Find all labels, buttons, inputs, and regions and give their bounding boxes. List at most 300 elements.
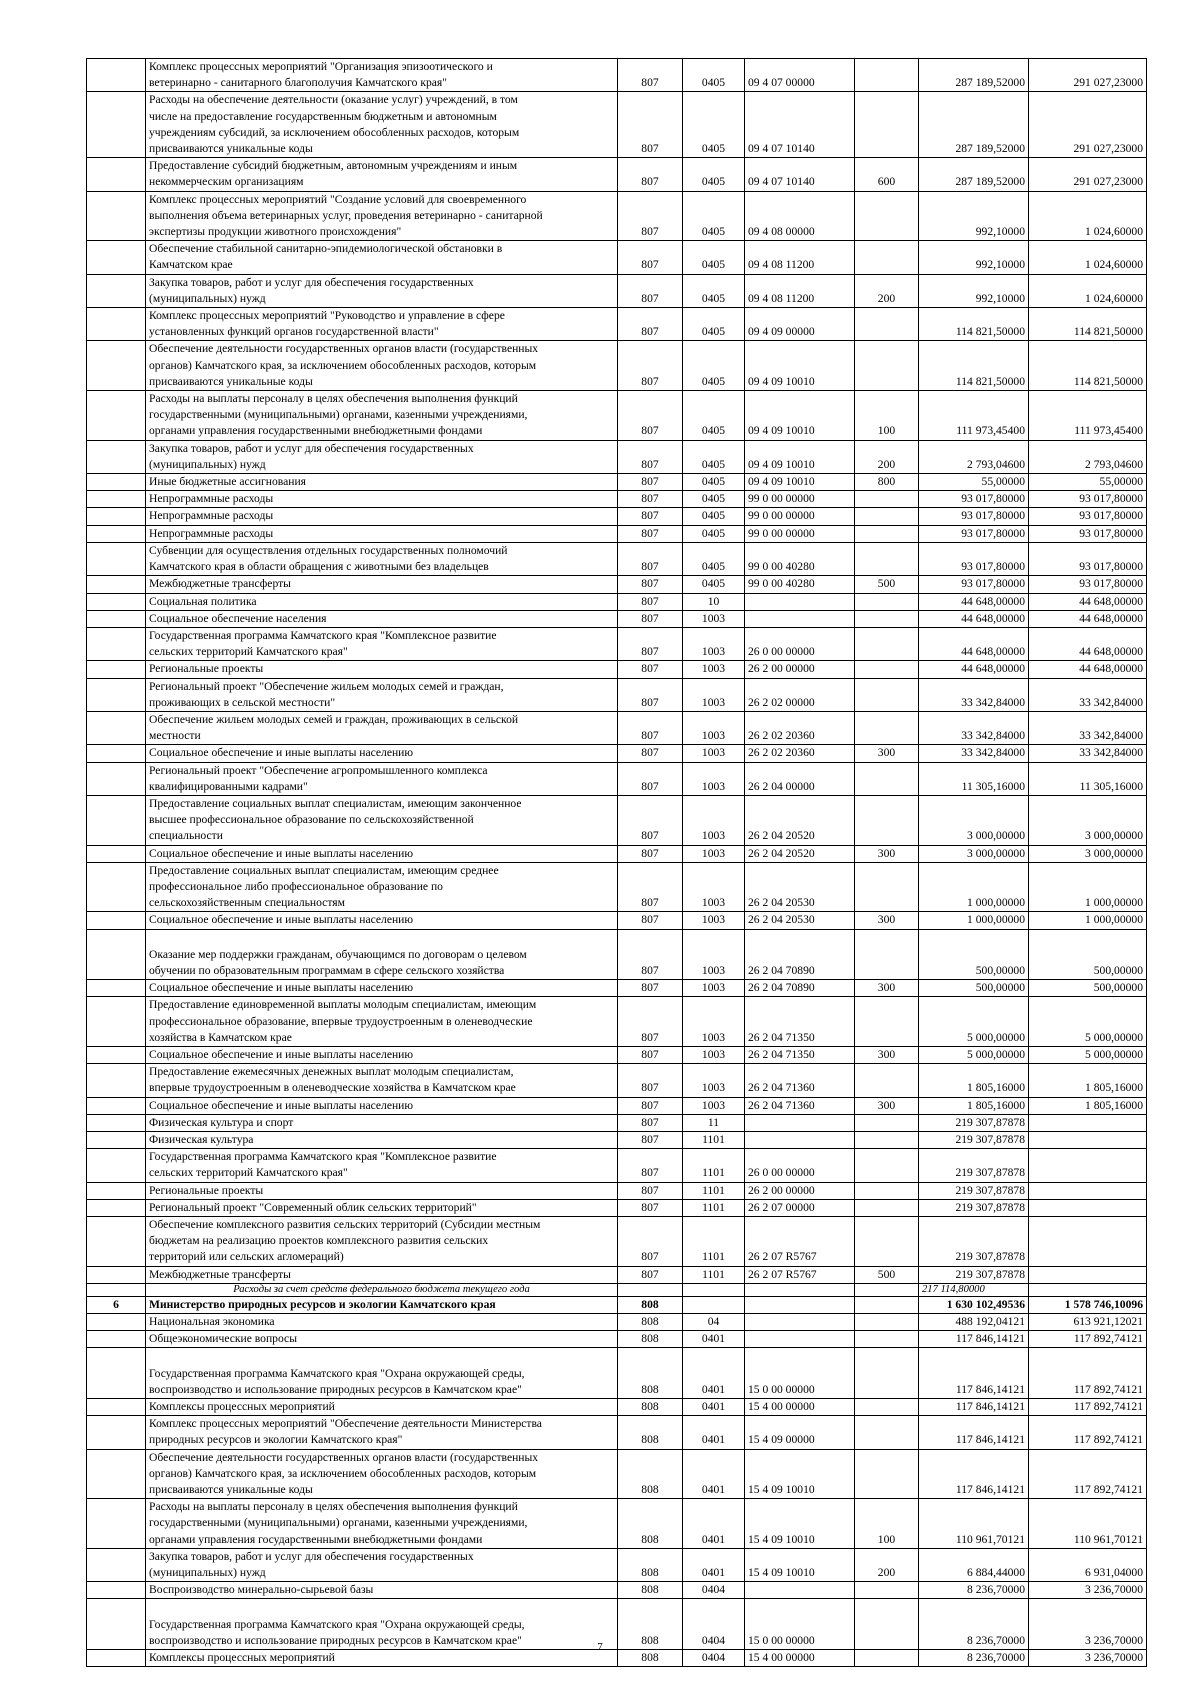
chapter-code: 807 — [618, 508, 683, 525]
expense-kind-code — [855, 1314, 919, 1331]
section-code: 0405 — [683, 542, 745, 575]
amount-year-1: 3 000,00000 — [919, 845, 1029, 862]
target-article-code: 26 2 04 70890 — [745, 929, 855, 980]
table-row — [87, 1266, 1147, 1283]
amount-year-2: 117 892,74121 — [1029, 1416, 1147, 1449]
row-number — [87, 862, 146, 912]
amount-year-2: 5 000,00000 — [1029, 1046, 1147, 1063]
expense-kind-code — [855, 929, 919, 980]
section-code: 10 — [683, 593, 745, 610]
target-article-code: 09 4 09 10010 — [745, 440, 855, 473]
amount-year-1: 93 017,80000 — [919, 508, 1029, 525]
expense-kind-code — [855, 308, 919, 341]
chapter-code: 807 — [618, 1131, 683, 1148]
amount-year-2: 3 000,00000 — [1029, 795, 1147, 845]
section-code: 0401 — [683, 1548, 745, 1581]
row-number — [87, 912, 146, 929]
target-article-code: 26 2 04 20530 — [745, 862, 855, 912]
chapter-code: 807 — [618, 711, 683, 744]
target-article-code: 26 2 04 00000 — [745, 762, 855, 795]
amount-year-1: 6 884,44000 — [919, 1548, 1029, 1581]
section-code: 0405 — [683, 491, 745, 508]
amount-year-1: 1 000,00000 — [919, 912, 1029, 929]
target-article-code: 26 0 00 00000 — [745, 627, 855, 660]
amount-year-2: 93 017,80000 — [1029, 508, 1147, 525]
row-number — [87, 1449, 146, 1499]
expense-kind-code — [855, 241, 919, 274]
section-code: 1003 — [683, 862, 745, 912]
amount-year-1: 1 805,16000 — [919, 1097, 1029, 1114]
section-code: 1101 — [683, 1266, 745, 1283]
expense-kind-code — [855, 1114, 919, 1131]
section-code: 0405 — [683, 92, 745, 158]
table-row — [87, 1582, 1147, 1599]
row-number — [87, 610, 146, 627]
table-row — [87, 1283, 1147, 1296]
expense-name: Непрограммные расходы — [146, 525, 618, 542]
chapter-code: 807 — [618, 845, 683, 862]
expense-name: Предоставление субсидий бюджетным, автономным учреждениям и иным некоммерческим организациям — [146, 158, 618, 191]
amount-year-2: 500,00000 — [1029, 980, 1147, 997]
expense-kind-code — [855, 1449, 919, 1499]
target-article-code — [745, 593, 855, 610]
expense-kind-code — [855, 1348, 919, 1399]
row-number — [87, 1348, 146, 1399]
target-article-code: 26 2 04 71360 — [745, 1064, 855, 1097]
amount-year-2: 93 017,80000 — [1029, 525, 1147, 542]
row-number — [87, 474, 146, 491]
table-row — [87, 1182, 1147, 1199]
amount-year-1: 287 189,52000 — [919, 92, 1029, 158]
chapter-code: 808 — [618, 1582, 683, 1599]
amount-year-2: 114 821,50000 — [1029, 341, 1147, 391]
target-article-code: 09 4 08 11200 — [745, 241, 855, 274]
row-number — [87, 391, 146, 441]
chapter-code: 808 — [618, 1599, 683, 1650]
section-code: 0401 — [683, 1449, 745, 1499]
expense-name: Социальное обеспечение и иные выплаты населению — [146, 845, 618, 862]
chapter-code: 807 — [618, 525, 683, 542]
amount-year-1: 117 846,14121 — [919, 1348, 1029, 1399]
row-number — [87, 1499, 146, 1549]
row-number — [87, 576, 146, 593]
row-number — [87, 1416, 146, 1449]
table-row — [87, 1331, 1147, 1348]
target-article-code: 26 2 04 70890 — [745, 980, 855, 997]
section-code: 0405 — [683, 274, 745, 307]
target-article-code: 26 2 04 71360 — [745, 1097, 855, 1114]
row-number — [87, 525, 146, 542]
amount-year-1: 287 189,52000 — [919, 59, 1029, 92]
amount-year-2: 3 000,00000 — [1029, 845, 1147, 862]
amount-year-2 — [1029, 1217, 1147, 1267]
expense-kind-code — [855, 1416, 919, 1449]
row-number — [87, 1266, 146, 1283]
expense-kind-code — [855, 593, 919, 610]
amount-year-1: 93 017,80000 — [919, 576, 1029, 593]
amount-year-1: 5 000,00000 — [919, 997, 1029, 1047]
target-article-code: 99 0 00 00000 — [745, 491, 855, 508]
table-row — [87, 912, 1147, 929]
row-number — [87, 1199, 146, 1216]
amount-year-2 — [1029, 1131, 1147, 1148]
table-row — [87, 711, 1147, 744]
section-code: 0401 — [683, 1416, 745, 1449]
chapter-code: 807 — [618, 1217, 683, 1267]
section-code: 1003 — [683, 912, 745, 929]
target-article-code: 15 4 09 00000 — [745, 1416, 855, 1449]
row-number — [87, 762, 146, 795]
amount-year-1: 992,10000 — [919, 241, 1029, 274]
table-row — [87, 610, 1147, 627]
amount-year-2 — [1029, 1114, 1147, 1131]
expense-kind-code — [855, 795, 919, 845]
section-code: 0405 — [683, 158, 745, 191]
row-number — [87, 1283, 146, 1296]
expense-name: Государственная программа Камчатского края "Комплексное развитие сельских территорий Камчатского края" — [146, 627, 618, 660]
table-row — [87, 593, 1147, 610]
amount-year-2: 117 892,74121 — [1029, 1399, 1147, 1416]
section-code: 0405 — [683, 308, 745, 341]
row-number — [87, 92, 146, 158]
amount-year-2 — [1029, 1266, 1147, 1283]
row-number — [87, 1114, 146, 1131]
row-number — [87, 980, 146, 997]
amount-year-1: 114 821,50000 — [919, 341, 1029, 391]
chapter-code: 807 — [618, 1064, 683, 1097]
chapter-code: 807 — [618, 1182, 683, 1199]
expense-kind-code: 300 — [855, 1046, 919, 1063]
section-code: 0405 — [683, 474, 745, 491]
chapter-code: 807 — [618, 593, 683, 610]
table-row — [87, 795, 1147, 845]
section-code: 1003 — [683, 929, 745, 980]
expense-name: Социальное обеспечение и иные выплаты населению — [146, 912, 618, 929]
expense-name: Оказание мер поддержки гражданам, обучающимся по договорам о целевом обучении по образовательным программам в сфере сельского хозяйства — [146, 929, 618, 980]
expense-name: Общеэкономические вопросы — [146, 1331, 618, 1348]
expense-kind-code — [855, 711, 919, 744]
amount-year-1: 117 846,14121 — [919, 1399, 1029, 1416]
expense-name: Воспроизводство минерально-сырьевой базы — [146, 1582, 618, 1599]
table-row — [87, 241, 1147, 274]
table-row — [87, 929, 1147, 980]
amount-year-2: 291 027,23000 — [1029, 59, 1147, 92]
target-article-code: 15 4 09 10010 — [745, 1449, 855, 1499]
target-article-code: 09 4 07 00000 — [745, 59, 855, 92]
amount-year-1: 500,00000 — [919, 929, 1029, 980]
expense-name: Комплекс процессных мероприятий "Организация эпизоотического и ветеринарно - санитарного благополучия Камчатского края" — [146, 59, 618, 92]
amount-year-1: 93 017,80000 — [919, 491, 1029, 508]
expense-kind-code: 100 — [855, 1499, 919, 1549]
expense-name: Государственная программа Камчатского края "Комплексное развитие сельских территорий Камчатского края" — [146, 1149, 618, 1182]
target-article-code: 26 2 02 20360 — [745, 711, 855, 744]
amount-year-2: 44 648,00000 — [1029, 610, 1147, 627]
amount-year-2: 111 973,45400 — [1029, 391, 1147, 441]
expense-name: Комплекс процессных мероприятий "Создание условий для своевременного выполнения объема ветеринарных услуг, проведения ветеринарно - санитарной экспертизы продукции животного происхождения" — [146, 191, 618, 241]
chapter-code: 808 — [618, 1314, 683, 1331]
amount-year-1: 1 805,16000 — [919, 1064, 1029, 1097]
expense-name: Физическая культура и спорт — [146, 1114, 618, 1131]
chapter-code: 808 — [618, 1449, 683, 1499]
table-row — [87, 576, 1147, 593]
amount-year-1: 55,00000 — [919, 474, 1029, 491]
target-article-code — [745, 1331, 855, 1348]
row-number — [87, 491, 146, 508]
amount-year-2: 93 017,80000 — [1029, 576, 1147, 593]
target-article-code: 09 4 09 00000 — [745, 308, 855, 341]
expense-name: Социальное обеспечение населения — [146, 610, 618, 627]
amount-year-1: 8 236,70000 — [919, 1650, 1029, 1667]
target-article-code: 26 2 00 00000 — [745, 1182, 855, 1199]
table-row — [87, 59, 1147, 92]
amount-year-1: 219 307,87878 — [919, 1199, 1029, 1216]
chapter-code: 807 — [618, 661, 683, 678]
target-article-code — [745, 1131, 855, 1148]
section-code: 1003 — [683, 980, 745, 997]
section-code: 0405 — [683, 341, 745, 391]
amount-year-1: 219 307,87878 — [919, 1182, 1029, 1199]
expense-name: Комплексы процессных мероприятий — [146, 1399, 618, 1416]
section-code: 0401 — [683, 1399, 745, 1416]
expense-name: Национальная экономика — [146, 1314, 618, 1331]
chapter-code: 807 — [618, 440, 683, 473]
row-number — [87, 274, 146, 307]
expense-kind-code — [855, 508, 919, 525]
row-number — [87, 158, 146, 191]
amount-year-2: 5 000,00000 — [1029, 997, 1147, 1047]
expense-kind-code — [855, 762, 919, 795]
expense-kind-code: 300 — [855, 845, 919, 862]
amount-year-1: 5 000,00000 — [919, 1046, 1029, 1063]
chapter-code — [618, 1283, 683, 1296]
budget-table — [86, 58, 1147, 1667]
table-row — [87, 1296, 1147, 1313]
table-row — [87, 191, 1147, 241]
target-article-code: 26 2 04 71350 — [745, 1046, 855, 1063]
expense-name: Обеспечение стабильной санитарно-эпидемиологической обстановки в Камчатском крае — [146, 241, 618, 274]
expense-name: Предоставление единовременной выплаты молодым специалистам, имеющим профессиональное образование, впервые трудоустроенным в оленеводческие хозяйства в Камчатском крае — [146, 997, 618, 1047]
chapter-code: 807 — [618, 391, 683, 441]
chapter-code: 807 — [618, 158, 683, 191]
expense-name: Межбюджетные трансферты — [146, 576, 618, 593]
section-code: 1003 — [683, 661, 745, 678]
table-row — [87, 980, 1147, 997]
section-code: 11 — [683, 1114, 745, 1131]
amount-year-1: 110 961,70121 — [919, 1499, 1029, 1549]
amount-year-2: 55,00000 — [1029, 474, 1147, 491]
section-code: 0405 — [683, 508, 745, 525]
amount-year-1: 33 342,84000 — [919, 745, 1029, 762]
amount-year-2: 117 892,74121 — [1029, 1449, 1147, 1499]
expense-kind-code: 200 — [855, 440, 919, 473]
expense-name: Региональный проект "Обеспечение жильем молодых семей и граждан, проживающих в сельской местности" — [146, 678, 618, 711]
expense-name: Предоставление ежемесячных денежных выплат молодым специалистам, впервые трудоустроенным в оленеводческие хозяйства в Камчатском крае — [146, 1064, 618, 1097]
chapter-code: 807 — [618, 59, 683, 92]
expense-name: Комплекс процессных мероприятий "Руководство и управление в сфере установленных функций органов государственной власти" — [146, 308, 618, 341]
table-row — [87, 1399, 1147, 1416]
chapter-code: 807 — [618, 862, 683, 912]
expense-name: Региональный проект "Современный облик сельских территорий" — [146, 1199, 618, 1216]
section-code — [683, 1283, 745, 1296]
section-code: 1003 — [683, 1097, 745, 1114]
target-article-code: 09 4 07 10140 — [745, 158, 855, 191]
expense-name: Предоставление социальных выплат специалистам, имеющим законченное высшее профессиональное образование по сельскохозяйственной специальности — [146, 795, 618, 845]
chapter-code: 807 — [618, 241, 683, 274]
expense-name: Обеспечение жильем молодых семей и граждан, проживающих в сельской местности — [146, 711, 618, 744]
table-row — [87, 627, 1147, 660]
section-code: 0405 — [683, 191, 745, 241]
row-number — [87, 1149, 146, 1182]
section-code: 0405 — [683, 525, 745, 542]
table-row — [87, 1114, 1147, 1131]
expense-kind-code: 300 — [855, 745, 919, 762]
expense-name: Межбюджетные трансферты — [146, 1266, 618, 1283]
amount-year-1: 219 307,87878 — [919, 1266, 1029, 1283]
expense-kind-code — [855, 525, 919, 542]
amount-year-2: 33 342,84000 — [1029, 745, 1147, 762]
table-row — [87, 474, 1147, 491]
target-article-code: 99 0 00 00000 — [745, 508, 855, 525]
expense-name: Комплекс процессных мероприятий "Обеспечение деятельности Министерства природных ресурсов и экологии Камчатского края" — [146, 1416, 618, 1449]
amount-year-2 — [1029, 1182, 1147, 1199]
chapter-code: 807 — [618, 745, 683, 762]
target-article-code: 99 0 00 40280 — [745, 576, 855, 593]
chapter-code: 807 — [618, 762, 683, 795]
section-code: 1101 — [683, 1217, 745, 1267]
chapter-code: 808 — [618, 1650, 683, 1667]
target-article-code: 15 0 00 00000 — [745, 1348, 855, 1399]
section-code: 1101 — [683, 1131, 745, 1148]
section-code: 1101 — [683, 1149, 745, 1182]
target-article-code: 26 2 04 20530 — [745, 912, 855, 929]
table-row — [87, 1548, 1147, 1581]
expense-kind-code — [855, 59, 919, 92]
amount-year-2: 291 027,23000 — [1029, 158, 1147, 191]
target-article-code: 09 4 08 00000 — [745, 191, 855, 241]
target-article-code — [745, 1314, 855, 1331]
table-row — [87, 508, 1147, 525]
amount-year-2: 1 024,60000 — [1029, 191, 1147, 241]
chapter-code: 807 — [618, 795, 683, 845]
table-row — [87, 762, 1147, 795]
amount-year-1: 44 648,00000 — [919, 627, 1029, 660]
expense-kind-code: 300 — [855, 912, 919, 929]
row-number — [87, 997, 146, 1047]
expense-name: Физическая культура — [146, 1131, 618, 1148]
target-article-code: 99 0 00 00000 — [745, 525, 855, 542]
amount-year-2: 117 892,74121 — [1029, 1331, 1147, 1348]
amount-year-1: 44 648,00000 — [919, 610, 1029, 627]
target-article-code: 26 2 00 00000 — [745, 661, 855, 678]
expense-kind-code — [855, 92, 919, 158]
table-row — [87, 862, 1147, 912]
amount-year-2: 1 024,60000 — [1029, 241, 1147, 274]
row-number — [87, 1064, 146, 1097]
target-article-code: 99 0 00 40280 — [745, 542, 855, 575]
target-article-code — [745, 1114, 855, 1131]
chapter-code: 807 — [618, 610, 683, 627]
target-article-code: 26 2 07 R5767 — [745, 1266, 855, 1283]
section-code: 1003 — [683, 845, 745, 862]
expense-kind-code — [855, 1199, 919, 1216]
expense-name: Расходы на выплаты персоналу в целях обеспечения выполнения функций государственными (муниципальными) органами, казенными учреждениями, органами управления государственными внебюджетными фондами — [146, 1499, 618, 1549]
section-code: 0405 — [683, 440, 745, 473]
table-row — [87, 1416, 1147, 1449]
expense-name: Непрограммные расходы — [146, 508, 618, 525]
amount-year-2 — [1029, 1199, 1147, 1216]
chapter-code: 807 — [618, 627, 683, 660]
expense-name: Расходы на обеспечение деятельности (оказание услуг) учреждений, в том числе на предоставление государственным бюджетным и автономным учреждениям субсидий, за исключением обособленных расходов, которым присваиваются уникальные коды — [146, 92, 618, 158]
row-number: 6 — [87, 1296, 146, 1313]
section-code: 1003 — [683, 1046, 745, 1063]
amount-year-1: 114 821,50000 — [919, 308, 1029, 341]
row-number — [87, 1131, 146, 1148]
chapter-code: 807 — [618, 92, 683, 158]
table-row — [87, 661, 1147, 678]
table-row — [87, 274, 1147, 307]
chapter-code: 808 — [618, 1348, 683, 1399]
expense-kind-code — [855, 1064, 919, 1097]
chapter-code: 807 — [618, 678, 683, 711]
table-row — [87, 1348, 1147, 1399]
table-row — [87, 1149, 1147, 1182]
target-article-code: 15 0 00 00000 — [745, 1599, 855, 1650]
amount-year-2: 93 017,80000 — [1029, 491, 1147, 508]
target-article-code: 26 2 02 00000 — [745, 678, 855, 711]
amount-year-2: 33 342,84000 — [1029, 678, 1147, 711]
expense-name: Государственная программа Камчатского края "Охрана окружающей среды, воспроизводство и использование природных ресурсов в Камчатском крае" — [146, 1599, 618, 1650]
table-row — [87, 997, 1147, 1047]
chapter-code: 807 — [618, 308, 683, 341]
chapter-code: 807 — [618, 997, 683, 1047]
row-number — [87, 678, 146, 711]
section-code: 1101 — [683, 1199, 745, 1216]
section-code: 0404 — [683, 1599, 745, 1650]
expense-kind-code — [855, 341, 919, 391]
page-number: 7 — [597, 1641, 603, 1653]
expense-kind-code — [855, 1331, 919, 1348]
amount-year-1: 2 793,04600 — [919, 440, 1029, 473]
amount-year-2: 3 236,70000 — [1029, 1650, 1147, 1667]
amount-year-2: 3 236,70000 — [1029, 1599, 1147, 1650]
target-article-code: 09 4 07 10140 — [745, 92, 855, 158]
expense-name: Министерство природных ресурсов и экологии Камчатского края — [146, 1296, 618, 1313]
section-code: 0404 — [683, 1650, 745, 1667]
amount-year-2: 291 027,23000 — [1029, 92, 1147, 158]
amount-year-2: 11 305,16000 — [1029, 762, 1147, 795]
expense-kind-code — [855, 661, 919, 678]
table-row — [87, 308, 1147, 341]
section-code: 1003 — [683, 711, 745, 744]
row-number — [87, 711, 146, 744]
section-code: 1003 — [683, 627, 745, 660]
expense-kind-code — [855, 1283, 919, 1296]
target-article-code: 09 4 09 10010 — [745, 474, 855, 491]
amount-year-2: 1 000,00000 — [1029, 862, 1147, 912]
section-code: 1003 — [683, 610, 745, 627]
row-number — [87, 1399, 146, 1416]
amount-year-1: 3 000,00000 — [919, 795, 1029, 845]
target-article-code — [745, 1582, 855, 1599]
chapter-code: 807 — [618, 542, 683, 575]
expense-name: Расходы за счет средств федерального бюджета текущего года — [146, 1283, 618, 1296]
amount-year-1: 219 307,87878 — [919, 1149, 1029, 1182]
expense-kind-code — [855, 1149, 919, 1182]
table-row — [87, 92, 1147, 158]
table-body — [87, 59, 1147, 1667]
row-number — [87, 1314, 146, 1331]
chapter-code: 808 — [618, 1548, 683, 1581]
